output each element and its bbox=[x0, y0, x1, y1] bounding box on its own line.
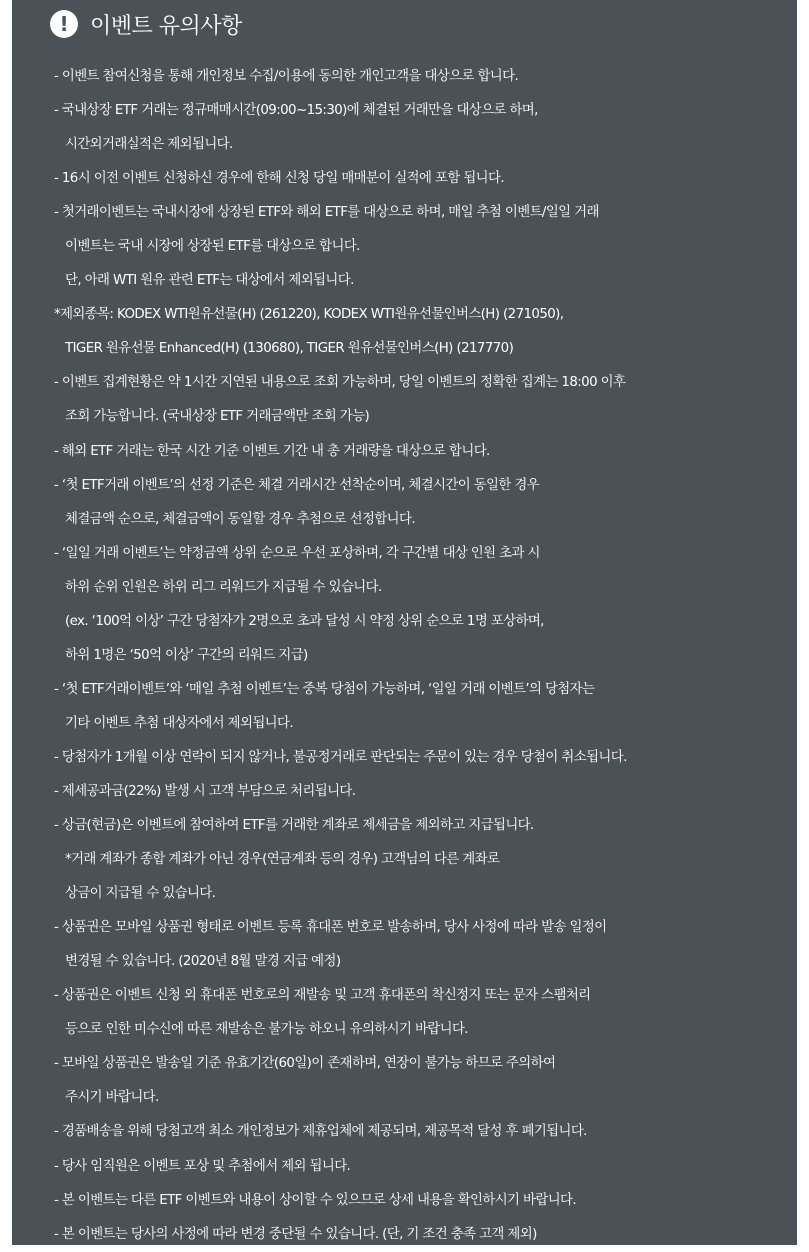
notice-line: - 당사 임직원은 이벤트 포상 및 추첨에서 제외 됩니다. bbox=[54, 1158, 351, 1174]
notice-line: - 이벤트 참여신청을 통해 개인정보 수집/이용에 동의한 개인고객을 대상으로 합니다. bbox=[54, 69, 519, 84]
notice-list bbox=[54, 60, 627, 1252]
notice-line: 하위 순위 인원은 하위 리그 리워드가 지급될 수 있습니다. bbox=[65, 579, 382, 595]
notice-line: - 경품배송을 위해 당첨고객 최소 개인정보가 제휴업체에 제공되며, 제공목적 달성 후 폐기됩니다. bbox=[54, 1124, 587, 1140]
notice-line: - 해외 ETF 거래는 한국 시간 기준 이벤트 기간 내 총 거래량을 대상으로 합니다. bbox=[54, 443, 490, 459]
notice-line: 주시기 바랍니다. bbox=[65, 1090, 159, 1106]
notice-line: - 당첨자가 1개월 이상 연락이 되지 않거나, 불공정거래로 판단되는 주문이 있는 경우 당첨이 취소됩니다. bbox=[54, 749, 627, 765]
notice-line: *제외종목: KODEX WTI원유선물(H) (261220), KODEX WTI원유선물인버스(H) (271050), bbox=[54, 307, 564, 323]
exclamation-icon: ! bbox=[50, 10, 78, 38]
notice-line: - ‘첫 ETF거래 이벤트’의 선정 기준은 체결 거래시간 선착순이며, 체결시간이 동일한 경우 bbox=[54, 477, 540, 493]
notice-line: 등으로 인한 미수신에 따른 재발송은 불가능 하오니 유의하시기 바랍니다. bbox=[65, 1022, 468, 1038]
notice-line: (ex. ‘100억 이상’ 구간 당첨자가 2명으로 초과 달성 시 약정 상위 순으로 1명 포상하며, bbox=[65, 613, 544, 629]
notice-line: - 제세공과금(22%) 발생 시 고객 부담으로 처리됩니다. bbox=[54, 783, 356, 799]
notice-header bbox=[50, 9, 242, 39]
notice-line: - 국내상장 ETF 거래는 정규매매시간(09:00~15:30)에 체결된 거래만을 대상으로 하며, bbox=[54, 103, 538, 119]
notice-line: - ‘첫 ETF거래이벤트’와 ‘매일 추첨 이벤트’는 중복 당첨이 가능하며, ‘일일 거래 이벤트’의 당첨자는 bbox=[54, 681, 595, 697]
notice-line: 단, 아래 WTI 원유 관련 ETF는 대상에서 제외됩니다. bbox=[65, 273, 354, 289]
notice-line: 기타 이벤트 추첨 대상자에서 제외됩니다. bbox=[65, 715, 293, 731]
notice-line: - 본 이벤트는 다른 ETF 이벤트와 내용이 상이할 수 있으므로 상세 내용을 확인하시기 바랍니다. bbox=[54, 1192, 577, 1208]
notice-line: - 상품권은 모바일 상품권 형태로 이벤트 등록 휴대폰 번호로 발송하며, 당사 사정에 따라 발송 일정이 bbox=[54, 920, 607, 936]
notice-line: - 상품권은 이벤트 신청 외 휴대폰 번호로의 재발송 및 고객 휴대폰의 착신정지 또는 문자 스팸처리 bbox=[54, 988, 591, 1004]
notice-line: 변경될 수 있습니다. (2020년 8월 말경 지급 예정) bbox=[65, 954, 341, 970]
notice-line: - ‘일일 거래 이벤트’는 약정금액 상위 순으로 우선 포상하며, 각 구간별 대상 인원 초과 시 bbox=[54, 545, 540, 561]
notice-line: - 16시 이전 이벤트 신청하신 경우에 한해 신청 당일 매매분이 실적에 포함 됩니다. bbox=[54, 171, 504, 187]
notice-line: - 첫거래이벤트는 국내시장에 상장된 ETF와 해외 ETF를 대상으로 하며, 매일 추첨 이벤트/일일 거래 bbox=[54, 205, 599, 221]
notice-title: 이벤트 유의사항 bbox=[90, 13, 242, 39]
notice-line: - 본 이벤트는 당사의 사정에 따라 변경 중단될 수 있습니다. (단, 기 조건 충족 고객 제외) bbox=[54, 1226, 537, 1242]
notice-line: - 상금(현금)은 이벤트에 참여하여 ETF를 거래한 계좌로 제세금을 제외하고 지급됩니다. bbox=[54, 818, 534, 834]
notice-line: TIGER 원유선물 Enhanced(H) (130680), TIGER 원유선물인버스(H) (217770) bbox=[65, 341, 514, 357]
notice-line: 시간외거래실적은 제외됩니다. bbox=[65, 137, 233, 153]
notice-line: - 이벤트 집계현황은 약 1시간 지연된 내용으로 조회 가능하며, 당일 이벤트의 정확한 집계는 18:00 이후 bbox=[54, 375, 626, 391]
notice-line: 이벤트는 국내 시장에 상장된 ETF를 대상으로 합니다. bbox=[65, 239, 360, 255]
notice-line: 하위 1명은 ‘50억 이상’ 구간의 리워드 지급) bbox=[65, 647, 308, 663]
notice-line: *거래 계좌가 종합 계좌가 아닌 경우(연금계좌 등의 경우) 고객님의 다른 계좌로 bbox=[65, 852, 500, 868]
notice-line: - 모바일 상품권은 발송일 기준 유효기간(60일)이 존재하며, 연장이 불가능 하므로 주의하여 bbox=[54, 1056, 556, 1072]
notice-line: 체결금액 순으로, 체결금액이 동일할 경우 추첨으로 선정합니다. bbox=[65, 511, 415, 527]
notice-line: 조회 가능합니다. (국내상장 ETF 거래금액만 조회 가능) bbox=[65, 409, 370, 425]
notice-line: 상금이 지급될 수 있습니다. bbox=[65, 886, 216, 902]
notice-panel bbox=[12, 0, 797, 1245]
